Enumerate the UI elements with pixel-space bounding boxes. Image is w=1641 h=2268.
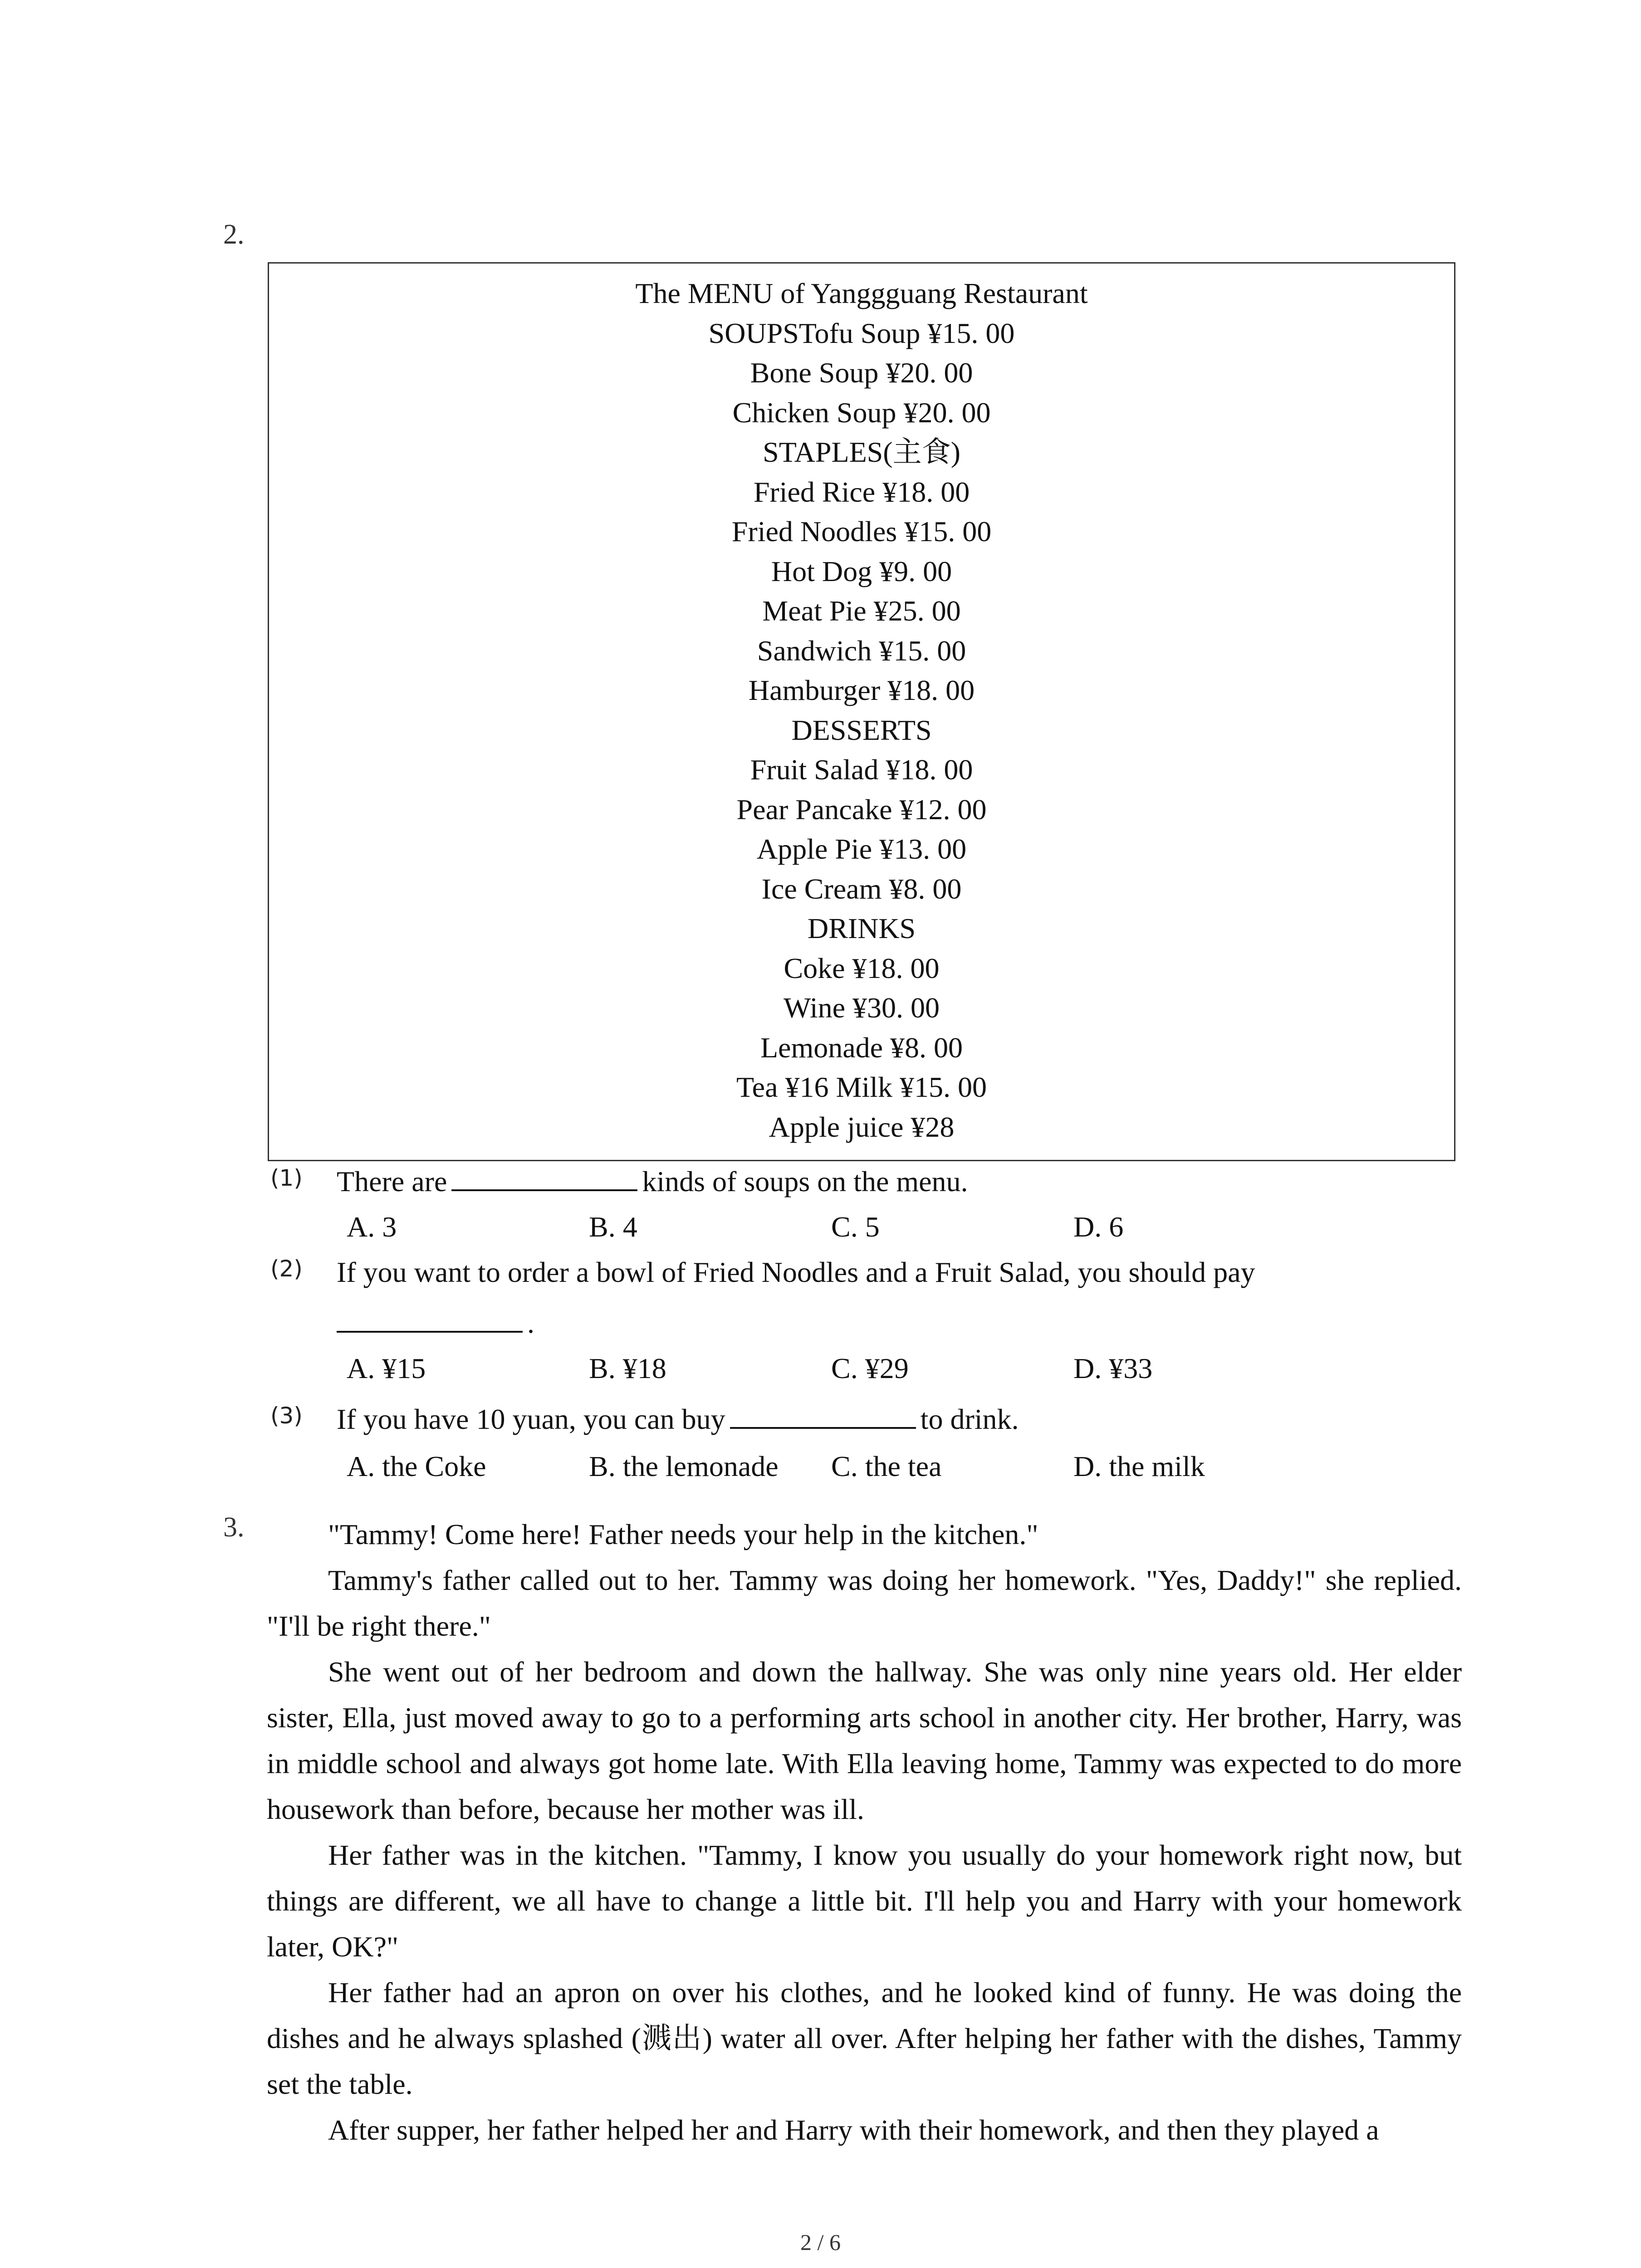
- sub-question-3-number: (3): [270, 1403, 303, 1429]
- menu-line: Apple Pie ¥13. 00: [756, 833, 967, 865]
- menu-line: Hot Dog ¥9. 00: [771, 555, 952, 587]
- option-d: D. the milk: [1073, 1450, 1205, 1482]
- option-d: D. 6: [1073, 1211, 1124, 1243]
- menu-line: Lemonade ¥8. 00: [760, 1031, 963, 1064]
- menu-line: Fried Noodles ¥15. 00: [731, 515, 992, 547]
- question-2-number: 2.: [223, 219, 245, 250]
- option-a: A. the Coke: [347, 1450, 486, 1482]
- menu-line: Chicken Soup ¥20. 00: [732, 396, 991, 429]
- sub-question-2-blank-line: [337, 1306, 534, 1340]
- menu-line: Meat Pie ¥25. 00: [762, 595, 961, 627]
- passage-paragraph: Her father was in the kitchen. "Tammy, I know you usually do your homework right now, but things are different, we all have to change a little bit. I'll help you and Harry with your homework later, OK?": [267, 1839, 1462, 1963]
- question-3-number: 3.: [223, 1512, 245, 1543]
- sub-question-2-number: (2): [270, 1256, 303, 1282]
- menu-line: Pear Pancake ¥12. 00: [736, 793, 987, 826]
- sub-question-3-stem-end: to drink.: [920, 1403, 1019, 1435]
- passage-paragraph: Tammy's father called out to her. Tammy was doing her homework. "Yes, Daddy!" she replied. "I'll be right there.": [267, 1564, 1462, 1642]
- menu-box: [268, 262, 1455, 1161]
- sub-question-3-stem: If you have 10 yuan, you can buy: [337, 1403, 725, 1435]
- sub-question-2-end: .: [527, 1307, 534, 1339]
- answer-blank: [337, 1306, 523, 1333]
- menu-section-heading: DESSERTS: [791, 714, 932, 746]
- option-b: B. 4: [589, 1211, 637, 1243]
- menu-line: Bone Soup ¥20. 00: [750, 357, 973, 389]
- option-a: A. ¥15: [347, 1352, 426, 1384]
- menu-line: Hamburger ¥18. 00: [748, 674, 975, 706]
- reading-passage: [267, 1511, 1462, 2153]
- option-d: D. ¥33: [1073, 1352, 1153, 1384]
- menu-line: Tea ¥16 Milk ¥15. 00: [736, 1071, 987, 1103]
- page-number: 2 / 6: [800, 2229, 841, 2255]
- menu-section-heading: DRINKS: [807, 912, 916, 944]
- menu-line: Wine ¥30. 00: [783, 992, 940, 1024]
- passage-paragraph: After supper, her father helped her and Harry with their homework, and then they played a: [328, 2114, 1379, 2146]
- menu-line: SOUPSTofu Soup ¥15. 00: [708, 317, 1015, 349]
- sub-question-1-stem-end: kinds of soups on the menu.: [642, 1165, 968, 1198]
- option-b: B. the lemonade: [589, 1450, 779, 1482]
- option-c: C. the tea: [831, 1450, 942, 1482]
- passage-paragraph: She went out of her bedroom and down the hallway. She was only nine years old. Her elder sister, Ella, just moved away to go to a performing arts school in another city. Her brother, Harry, was in middle school and always got home late. With Ella leaving home, Tammy was expected to do more housework than before, because her mother was ill.: [267, 1656, 1462, 1825]
- passage-paragraph: "Tammy! Come here! Father needs your help in the kitchen.": [328, 1518, 1038, 1550]
- menu-line: Fried Rice ¥18. 00: [753, 475, 970, 508]
- answer-blank: [730, 1403, 916, 1429]
- menu-title: The MENU of Yanggguang Restaurant: [635, 277, 1088, 309]
- menu-line: Coke ¥18. 00: [784, 952, 940, 984]
- option-c: C. ¥29: [831, 1352, 909, 1384]
- sub-question-3-text: [337, 1403, 1019, 1436]
- option-a: A. 3: [347, 1211, 397, 1243]
- menu-section-heading: STAPLES(主食): [763, 436, 960, 468]
- sub-question-1-number: (1): [270, 1165, 303, 1191]
- menu-lines: [269, 274, 1454, 1147]
- option-c: C. 5: [831, 1211, 880, 1243]
- menu-line: Sandwich ¥15. 00: [757, 634, 966, 667]
- answer-blank: [451, 1165, 637, 1191]
- option-b: B. ¥18: [589, 1352, 666, 1384]
- passage-paragraph: Her father had an apron on over his clothes, and he looked kind of funny. He was doing the dishes and he always splashed (溅出) water all over. After helping her father with the dishes, Tammy set the table.: [267, 1976, 1462, 2100]
- sub-question-2-text: If you want to order a bowl of Fried Noodles and a Fruit Salad, you should pay: [337, 1256, 1255, 1288]
- menu-line: Apple juice ¥28: [769, 1110, 955, 1143]
- menu-line: Fruit Salad ¥18. 00: [750, 753, 973, 786]
- menu-line: Ice Cream ¥8. 00: [761, 872, 962, 905]
- sub-question-1-stem: There are: [337, 1165, 447, 1198]
- sub-question-1-text: [337, 1165, 968, 1198]
